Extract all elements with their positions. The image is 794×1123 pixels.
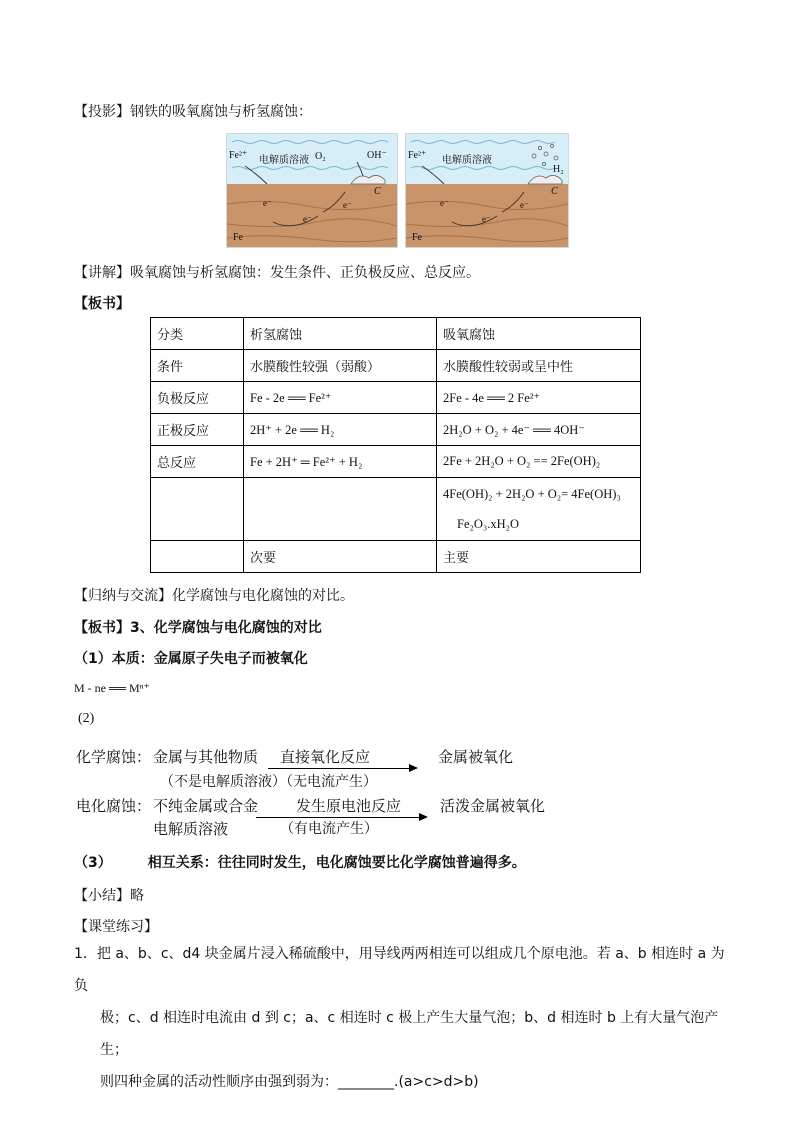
item-1: （1）本质：金属原子失电子而被氧化 bbox=[74, 651, 308, 667]
table-row bbox=[151, 414, 641, 446]
table-cell: 2H₂O + O₂ + 4e⁻ ══ 4OH⁻ bbox=[437, 414, 641, 446]
oxygen-corrosion-figure bbox=[226, 133, 398, 248]
exercise-1-line-3: 则四种金属的活动性顺序由强到弱为：________.(a>c>d>b) bbox=[100, 1074, 479, 1090]
table-cell: 条件 bbox=[151, 350, 244, 382]
chem-note: （不是电解质溶液）（无电流产生） bbox=[160, 774, 377, 790]
elec-note: （有电流产生） bbox=[280, 821, 378, 837]
elec-corrosion-label: 电化腐蚀： bbox=[76, 797, 152, 815]
explanation-text: 吸氧腐蚀与析氢腐蚀：发生条件、正负极反应、总反应。 bbox=[130, 265, 480, 281]
projection-text: 钢铁的吸氧腐蚀与析氢腐蚀： bbox=[130, 104, 312, 120]
corrosion-comparison-table bbox=[150, 317, 641, 573]
board-heading: 3、化学腐蚀与电化腐蚀的对比 bbox=[130, 620, 322, 636]
item-3 bbox=[74, 852, 526, 872]
exercise-1-line-2: 极；c、d 相连时电流由 d 到 c；a、c 相连时 c 极上产生大量气泡；b、d 相连时 b 上有大量气泡产生； bbox=[100, 1010, 719, 1058]
electron-label-2: e⁻ bbox=[303, 214, 312, 224]
table-row bbox=[151, 478, 641, 541]
oxidation-equation: M - ne ══ Mⁿ⁺ bbox=[74, 681, 150, 695]
item-3-number: （3） bbox=[74, 855, 112, 871]
summary-line bbox=[74, 885, 144, 905]
fe2-label: Fe²⁺ bbox=[408, 150, 427, 161]
explanation-tag: 【讲解】 bbox=[74, 265, 130, 281]
chem-corrosion-label: 化学腐蚀： bbox=[76, 748, 152, 766]
item-2: (2) bbox=[78, 711, 95, 726]
table-cell: 总反应 bbox=[151, 446, 244, 478]
rust-formula: Fe₂O₃.xH₂O bbox=[457, 517, 520, 531]
table-header-row bbox=[151, 318, 641, 350]
board-tag-1: 【板书】 bbox=[74, 296, 130, 312]
electron-label-1: e⁻ bbox=[440, 198, 449, 208]
item-3-text: 相互关系：往往同时发生，电化腐蚀要比化学腐蚀普遍得多。 bbox=[147, 855, 526, 871]
table-cell bbox=[151, 541, 244, 573]
summary-exchange-tag: 【归纳与交流】 bbox=[74, 588, 172, 604]
chem-arrow bbox=[268, 768, 416, 769]
oh-label: OH⁻ bbox=[367, 150, 387, 161]
exercise-1 bbox=[74, 938, 734, 1098]
table-header-cell: 析氢腐蚀 bbox=[244, 318, 437, 350]
summary-exchange-line bbox=[74, 585, 354, 605]
table-cell: Fe + 2H⁺ ═ Fe²⁺ + H₂ bbox=[244, 446, 437, 478]
explanation-line bbox=[74, 262, 480, 282]
carbon-label: C bbox=[374, 186, 381, 197]
elec-process: 发生原电池反应 bbox=[296, 797, 402, 815]
iron-label: Fe bbox=[412, 232, 422, 243]
electron-label-3: e⁻ bbox=[520, 200, 529, 210]
table-cell: 负极反应 bbox=[151, 382, 244, 414]
projection-line bbox=[74, 101, 312, 121]
table-cell: 2Fe + 2H₂O + O₂ == 2Fe(OH)₂ bbox=[437, 446, 641, 478]
table-cell bbox=[244, 478, 437, 541]
iron-label: Fe bbox=[233, 232, 243, 243]
table-cell bbox=[437, 478, 641, 541]
table-header-cell: 吸氧腐蚀 bbox=[437, 318, 641, 350]
table-cell: 水膜酸性较强（弱酸） bbox=[244, 350, 437, 382]
projection-tag: 【投影】 bbox=[74, 104, 130, 120]
table-cell: 水膜酸性较弱或呈中性 bbox=[437, 350, 641, 382]
chem-process: 直接氧化反应 bbox=[280, 748, 371, 766]
table-cell: 主要 bbox=[437, 541, 641, 573]
electron-label-2: e⁻ bbox=[482, 214, 491, 224]
h2-label: H₂ bbox=[553, 164, 564, 175]
practice-tag: 【课堂练习】 bbox=[74, 919, 158, 935]
elec-reactants-2: 电解质溶液 bbox=[153, 820, 229, 838]
electron-label-3: e⁻ bbox=[343, 200, 352, 210]
table-row bbox=[151, 350, 641, 382]
table-cell: 2Fe - 4e ══ 2 Fe²⁺ bbox=[437, 382, 641, 414]
table-header-cell: 分类 bbox=[151, 318, 244, 350]
electrolyte-label: 电解质溶液 bbox=[259, 155, 309, 166]
board-line-2 bbox=[74, 617, 322, 637]
chem-reactants: 金属与其他物质 bbox=[153, 748, 259, 766]
elec-reactants: 不纯金属或合金 bbox=[153, 797, 259, 815]
table-row bbox=[151, 382, 641, 414]
o2-label: O₂ bbox=[315, 151, 326, 162]
summary-text: 略 bbox=[130, 888, 144, 904]
rust-formation-formula: 4Fe(OH)₂ + 2H₂O + O₂= 4Fe(OH)₃ bbox=[443, 487, 621, 501]
exercise-1-line-1: 1．把 a、b、c、d4 块金属片浸入稀硫酸中，用导线两两相连可以组成几个原电池。若 a、b 相连时 a 为负 bbox=[74, 946, 725, 994]
summary-exchange-text: 化学腐蚀与电化腐蚀的对比。 bbox=[172, 588, 354, 604]
table-row bbox=[151, 446, 641, 478]
electrolyte-label: 电解质溶液 bbox=[442, 155, 492, 166]
table-cell: 次要 bbox=[244, 541, 437, 573]
elec-result: 活泼金属被氧化 bbox=[440, 797, 546, 815]
summary-tag: 【小结】 bbox=[74, 888, 130, 904]
table-cell: Fe - 2e ══ Fe²⁺ bbox=[244, 382, 437, 414]
chem-result: 金属被氧化 bbox=[438, 748, 514, 766]
fe2-label: Fe²⁺ bbox=[229, 150, 248, 161]
carbon-label: C bbox=[551, 186, 558, 197]
hydrogen-corrosion-figure bbox=[405, 133, 569, 248]
electron-label-1: e⁻ bbox=[263, 198, 272, 208]
board-tag-2: 【板书】 bbox=[74, 620, 130, 636]
table-cell: 正极反应 bbox=[151, 414, 244, 446]
table-cell bbox=[151, 478, 244, 541]
table-cell: 2H⁺ + 2e ══ H₂ bbox=[244, 414, 437, 446]
table-row bbox=[151, 541, 641, 573]
